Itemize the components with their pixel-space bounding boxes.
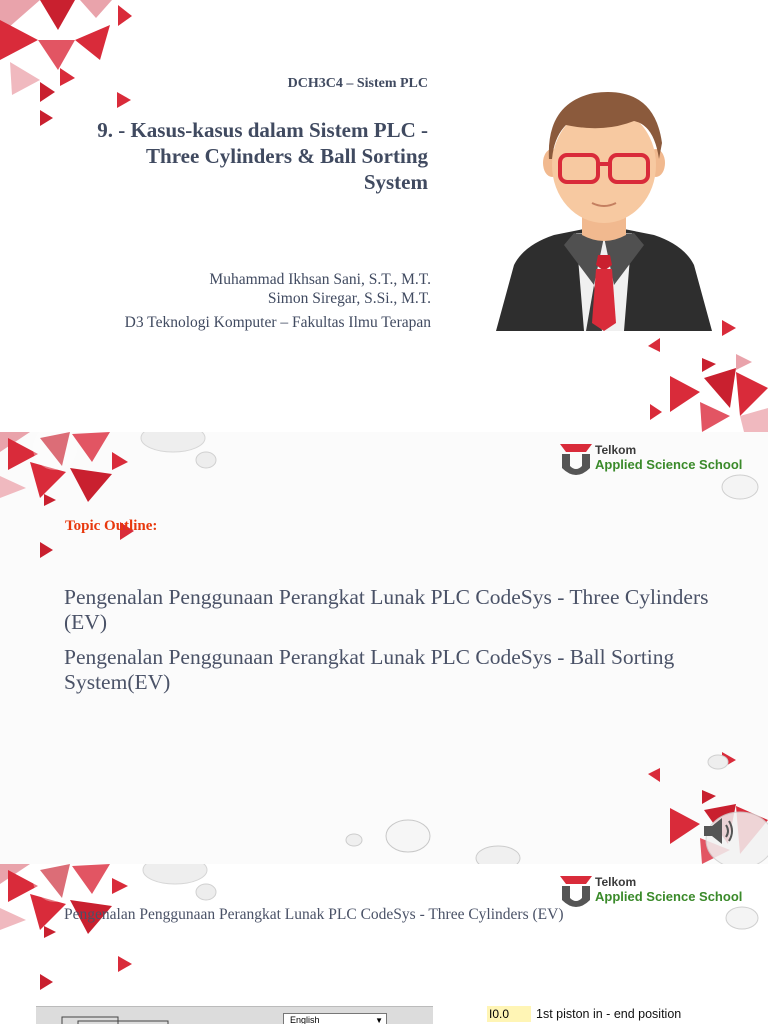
author-2: Simon Siregar, S.Si., M.T. [267,290,431,307]
logo-text-school: Applied Science School [595,889,743,904]
slide-title [8,117,428,195]
water-drop-decoration [128,432,228,482]
outline-slide [0,432,768,864]
triangle-pattern-bottom-right [640,744,768,864]
three-cylinders-slide [0,864,768,1024]
businessman-avatar-icon [494,85,714,333]
outline-item-2: Pengenalan Penggunaan Perangkat Lunak PLC CodeSys - Ball Sorting System(EV) [64,645,675,694]
telkom-logo-icon [556,440,596,480]
triangle-small-5 [118,956,134,972]
outline-item-1: Pengenalan Penggunaan Perangkat Lunak PLC CodeSys - Three Cylinders (EV) [64,585,709,634]
ladder-diagram-preview [58,1013,208,1024]
logo-text-school: Applied Science School [595,457,743,472]
language-select[interactable] [283,1013,387,1024]
triangle-pattern-right [640,312,768,432]
water-drop-decoration [722,904,762,932]
triangle-small-4 [40,542,54,558]
title-line-1: 9. - Kasus-kasus dalam Sistem PLC - [97,118,428,142]
codesys-screenshot [36,1006,433,1024]
triangle-pattern-top-left [0,864,150,994]
logo-text-telkom: Telkom [595,443,637,457]
water-drop-decoration [340,812,530,864]
title-line-2: Three Cylinders & Ball Sorting [146,144,428,168]
triangle-small-6 [40,974,54,990]
io-address: I0.0 [487,1006,531,1022]
language-select-value: English [290,1015,320,1024]
topic-outline-heading: Topic Outline: [65,518,158,534]
triangle-small-1 [117,92,133,108]
title-line-3: System [363,170,428,194]
io-description: 1st piston in - end position [536,1007,682,1021]
department: D3 Teknologi Komputer – Fakultas Ilmu Terapan [124,314,431,331]
speaker-icon[interactable] [702,816,736,846]
course-code: DCH3C4 – Sistem PLC [287,76,428,91]
slide-title: Pengenalan Penggunaan Perangkat Lunak PLC CodeSys - Three Cylinders (EV) [64,906,564,923]
author-1: Muhammad Ikhsan Sani, S.T., M.T. [209,271,431,288]
water-drop-decoration [718,472,762,502]
title-slide [0,0,768,432]
logo-text-telkom: Telkom [595,875,637,889]
chevron-down-icon: ▼ [375,1016,383,1024]
